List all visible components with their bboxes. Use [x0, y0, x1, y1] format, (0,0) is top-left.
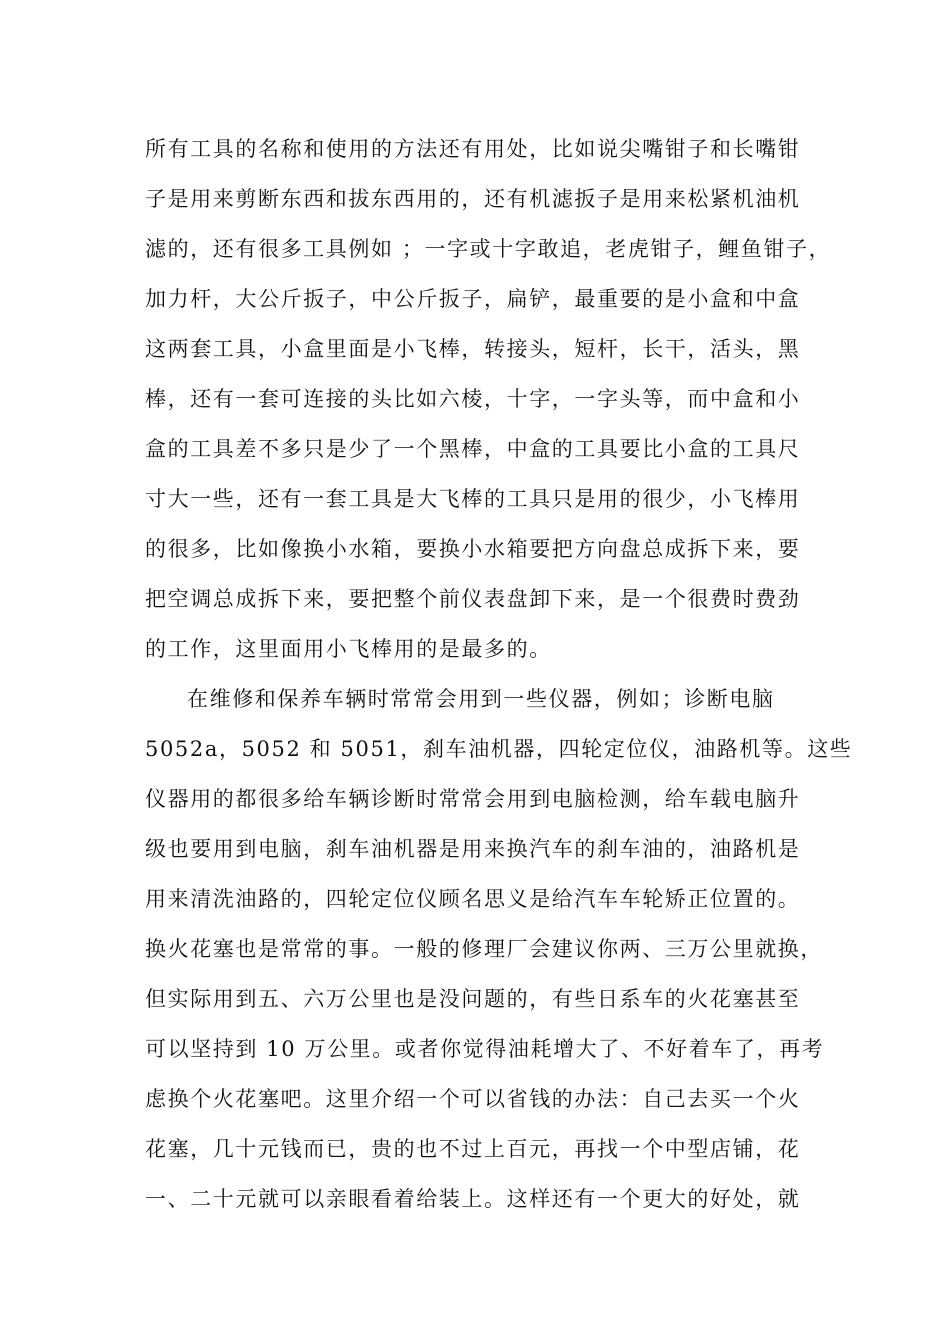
- text-line: 5052a，5052 和 5051，刹车油机器，四轮定位仪，油路机等。这些: [145, 737, 853, 761]
- text-line: 所有工具的名称和使用的方法还有用处，比如说尖嘴钳子和长嘴钳: [145, 137, 801, 161]
- text-line: 寸大一些，还有一套工具是大飞棒的工具只是用的很少，小飞棒用: [145, 487, 801, 511]
- text-line: 虑换个火花塞吧。这里介绍一个可以省钱的办法：自己去买一个火: [145, 1087, 801, 1111]
- text-line: 花塞，几十元钱而已，贵的也不过上百元，再找一个中型店铺，花: [145, 1137, 801, 1161]
- text-line: 换火花塞也是常常的事。一般的修理厂会建议你两、三万公里就换，: [145, 937, 823, 961]
- text-line: 仪器用的都很多给车辆诊断时常常会用到电脑检测，给车载电脑升: [145, 787, 801, 811]
- text-line: 滤的，还有很多工具例如 ；一字或十字敢追，老虎钳子，鲤鱼钳子，: [145, 237, 832, 261]
- text-line: 的工作，这里面用小飞棒用的是最多的。: [145, 637, 552, 661]
- text-line: 级也要用到电脑，刹车油机器是用来换汽车的刹车油的，油路机是: [145, 837, 801, 861]
- text-line: 加力杆，大公斤扳子，中公斤扳子，扁铲，最重要的是小盒和中盒: [145, 287, 801, 311]
- text-line: 的很多，比如像换小水箱，要换小水箱要把方向盘总成拆下来，要: [145, 537, 801, 561]
- text-line: 棒，还有一套可连接的头比如六棱，十字，一字头等，而中盒和小: [145, 387, 801, 411]
- paragraph-first-line: 在维修和保养车辆时常常会用到一些仪器，例如；诊断电脑: [187, 687, 775, 711]
- text-line: 这两套工具，小盒里面是小飞棒，转接头，短杆，长干，活头，黑: [145, 337, 801, 361]
- text-line: 把空调总成拆下来，要把整个前仪表盘卸下来，是一个很费时费劲: [145, 587, 801, 611]
- text-line: 子是用来剪断东西和拔东西用的，还有机滤扳子是用来松紧机油机: [145, 187, 801, 211]
- text-line: 可以坚持到 10 万公里。或者你觉得油耗增大了、不好着车了，再考: [145, 1037, 825, 1061]
- text-line: 但实际用到五、六万公里也是没问题的，有些日系车的火花塞甚至: [145, 987, 801, 1011]
- text-line: 一、二十元就可以亲眼看着给装上。这样还有一个更大的好处，就: [145, 1187, 801, 1211]
- text-line: 用来清洗油路的，四轮定位仪顾名思义是给汽车车轮矫正位置的。: [145, 887, 801, 911]
- text-line: 盒的工具差不多只是少了一个黑棒，中盒的工具要比小盒的工具尺: [145, 437, 801, 461]
